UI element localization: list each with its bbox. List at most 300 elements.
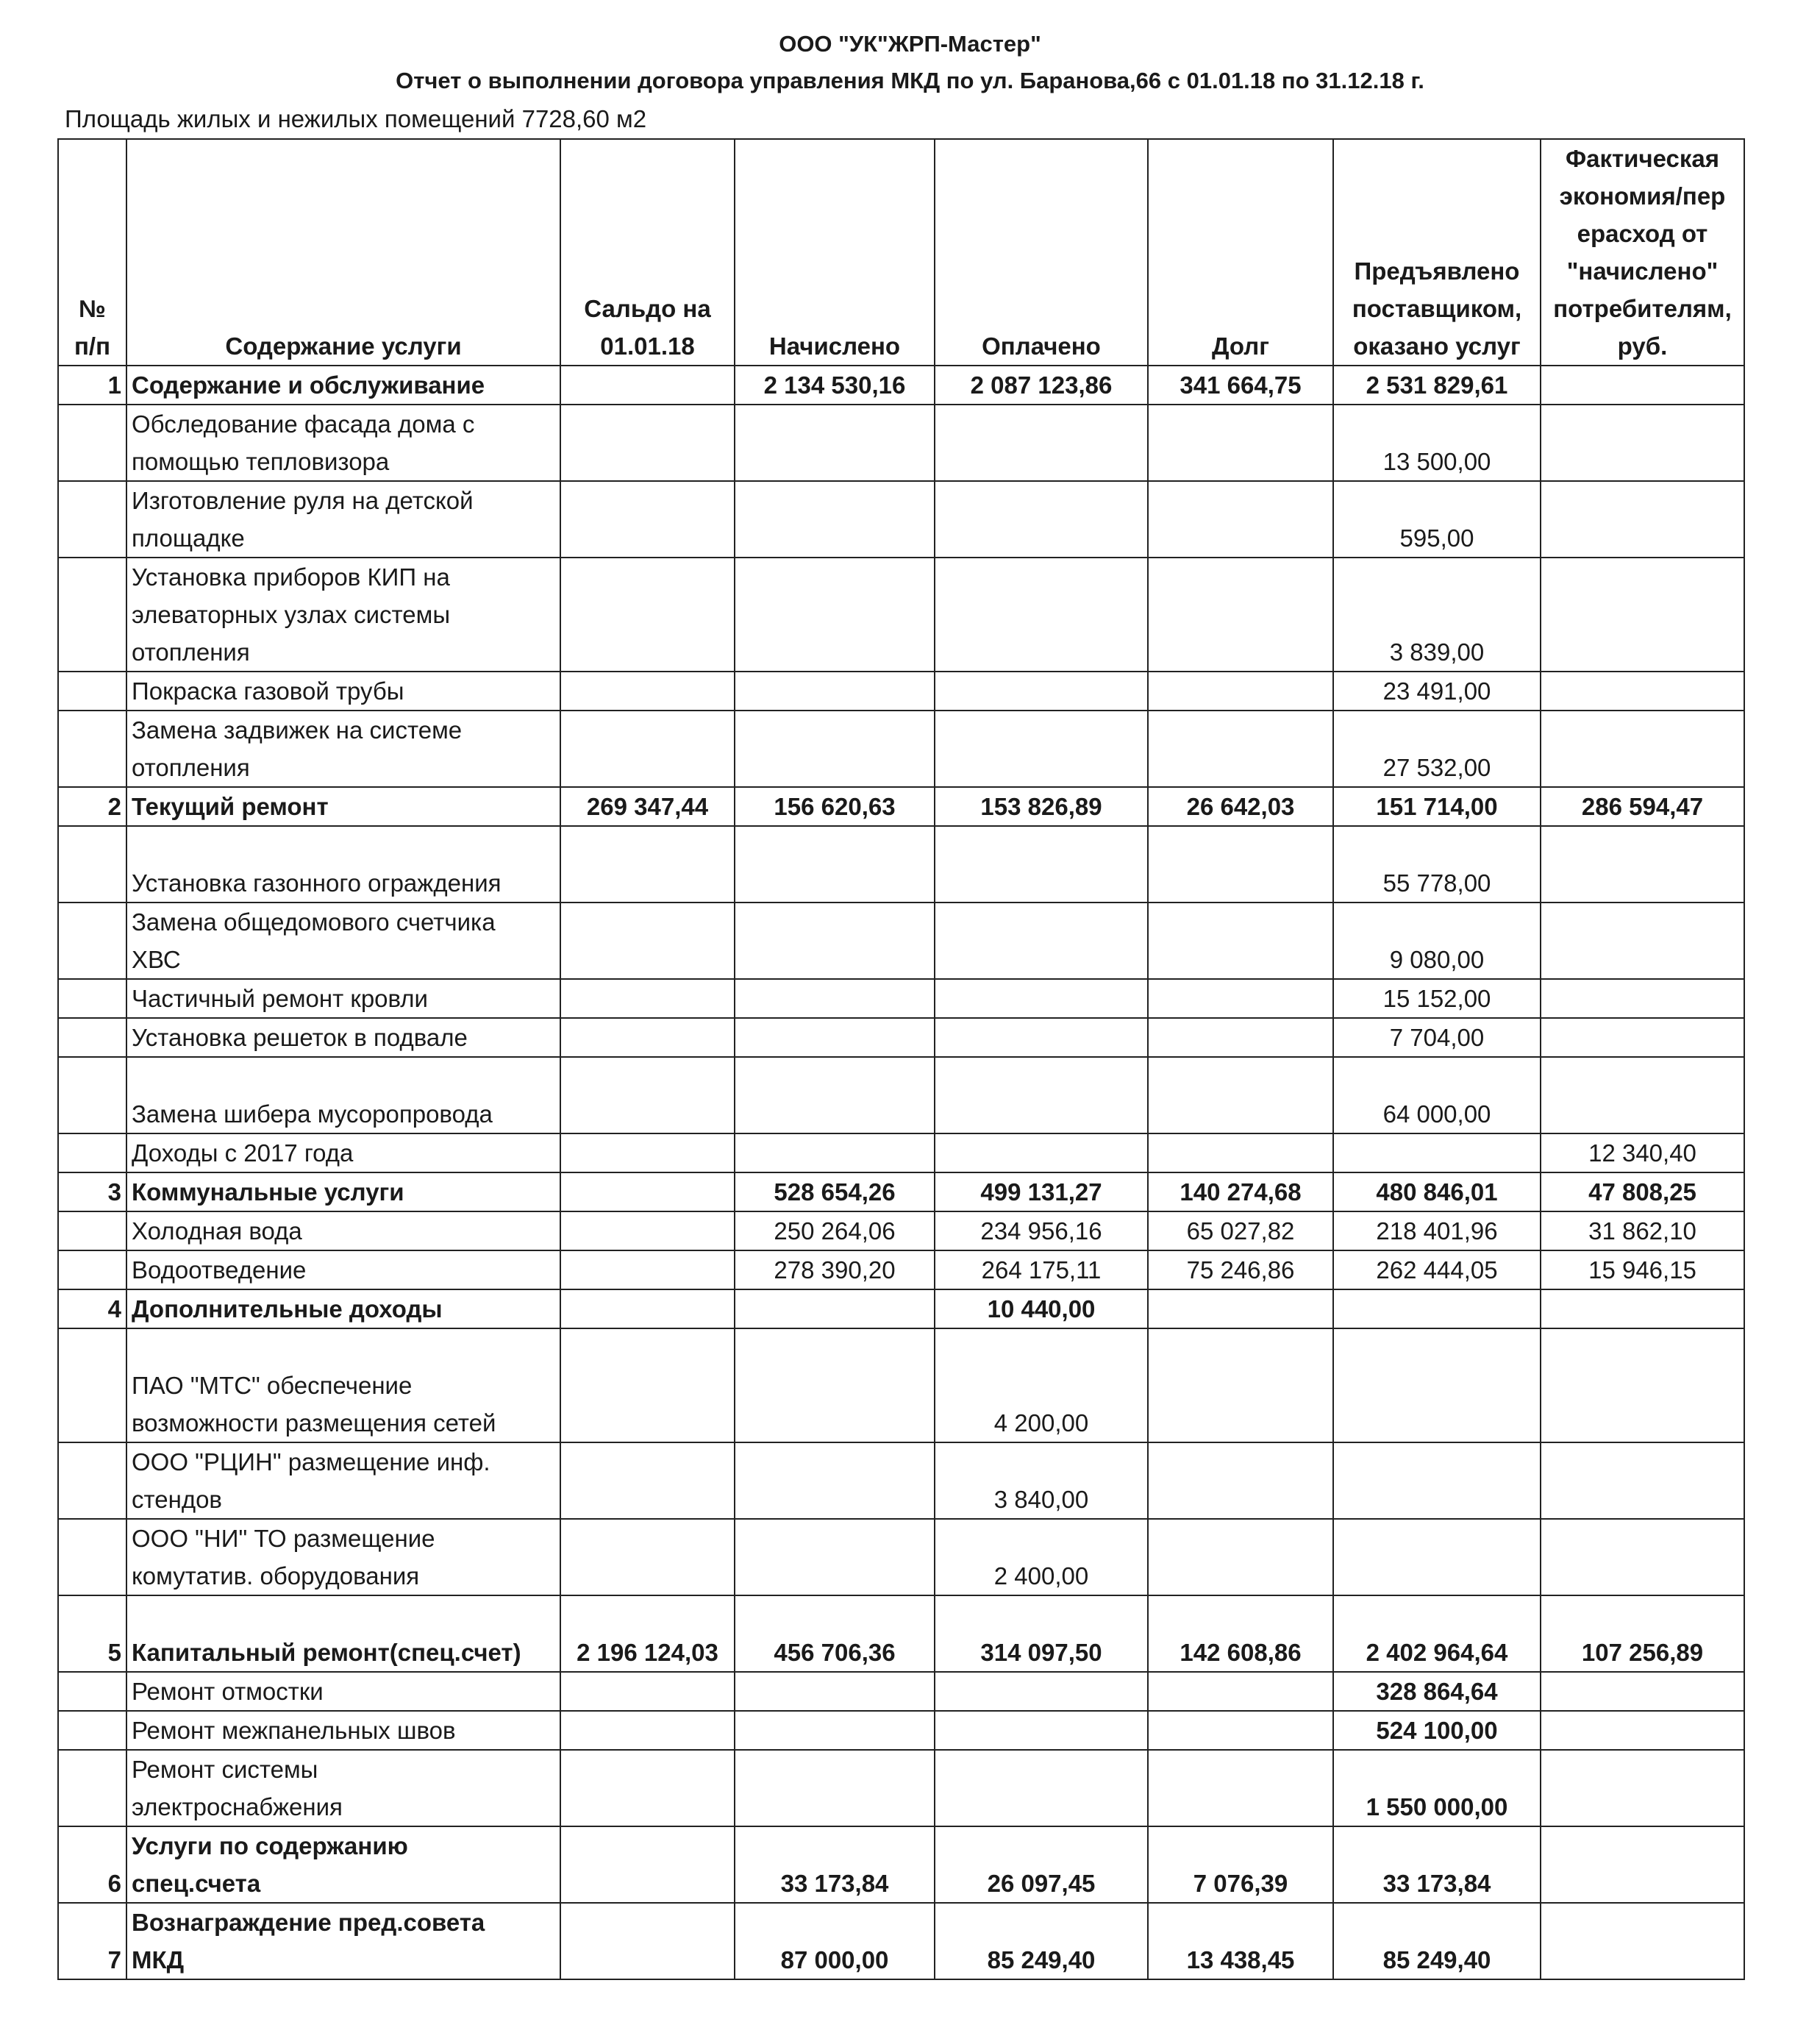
cell-no (58, 1711, 126, 1750)
cell-econ (1541, 1519, 1744, 1595)
cell-econ: 15 946,15 (1541, 1250, 1744, 1289)
cell-supplier: 524 100,00 (1333, 1711, 1541, 1750)
cell-debt: 140 274,68 (1148, 1172, 1333, 1211)
cell-econ (1541, 979, 1744, 1018)
cell-paid: 10 440,00 (935, 1289, 1148, 1328)
cell-charged: 528 654,26 (735, 1172, 935, 1211)
cell-debt (1148, 1750, 1333, 1826)
table-row (58, 1826, 1744, 1903)
header-number-line: № (79, 295, 106, 322)
service-line: Замена общедомового счетчика (132, 908, 496, 936)
cell-debt (1148, 1289, 1333, 1328)
cell-saldo (560, 1519, 735, 1595)
service-line: ХВС (132, 946, 181, 973)
cell-service (126, 1133, 560, 1172)
cell-supplier: 218 401,96 (1333, 1211, 1541, 1250)
cell-saldo (560, 558, 735, 672)
cell-paid: 2 400,00 (935, 1519, 1148, 1595)
service-line: площадке (132, 524, 245, 552)
cell-service (126, 1250, 560, 1289)
cell-paid: 3 840,00 (935, 1442, 1148, 1519)
service-line: возможности размещения сетей (132, 1409, 496, 1437)
cell-saldo (560, 1442, 735, 1519)
cell-service (126, 903, 560, 979)
cell-supplier: 151 714,00 (1333, 787, 1541, 826)
cell-no (58, 1519, 126, 1595)
cell-supplier: 2 402 964,64 (1333, 1595, 1541, 1672)
cell-service (126, 1903, 560, 1979)
header-saldo (560, 139, 735, 366)
cell-econ: 107 256,89 (1541, 1595, 1744, 1672)
header-supplier-line: поставщиком, (1352, 295, 1522, 322)
cell-econ (1541, 1018, 1744, 1057)
cell-charged (735, 1672, 935, 1711)
cell-econ (1541, 1672, 1744, 1711)
header-economy-line: руб. (1617, 332, 1668, 360)
cell-charged (735, 1711, 935, 1750)
cell-paid: 234 956,16 (935, 1211, 1148, 1250)
table-row (58, 903, 1744, 979)
cell-no (58, 558, 126, 672)
cell-debt (1148, 1133, 1333, 1172)
cell-service (126, 405, 560, 481)
service-line: комутатив. оборудования (132, 1562, 420, 1590)
cell-paid: 314 097,50 (935, 1595, 1148, 1672)
cell-saldo (560, 1672, 735, 1711)
service-line: Ремонт межпанельных швов (132, 1717, 456, 1744)
table-row (58, 711, 1744, 787)
cell-econ: 31 862,10 (1541, 1211, 1744, 1250)
cell-saldo (560, 672, 735, 711)
cell-no (58, 1018, 126, 1057)
cell-no (58, 1250, 126, 1289)
cell-econ (1541, 366, 1744, 405)
service-line: Содержание и обслуживание (132, 371, 485, 399)
cell-econ (1541, 1057, 1744, 1133)
cell-debt (1148, 1711, 1333, 1750)
header-economy (1541, 139, 1744, 366)
cell-service (126, 366, 560, 405)
cell-debt (1148, 558, 1333, 672)
cell-paid (935, 979, 1148, 1018)
service-line: Установка газонного ограждения (132, 869, 502, 897)
cell-charged (735, 672, 935, 711)
cell-saldo (560, 979, 735, 1018)
cell-paid (935, 1018, 1148, 1057)
cell-debt: 65 027,82 (1148, 1211, 1333, 1250)
cell-econ (1541, 672, 1744, 711)
cell-paid (935, 903, 1148, 979)
cell-no (58, 672, 126, 711)
table-header-row (58, 139, 1744, 366)
table-row (58, 1711, 1744, 1750)
cell-saldo (560, 711, 735, 787)
cell-paid: 4 200,00 (935, 1328, 1148, 1442)
cell-no (58, 1133, 126, 1172)
service-line: Вознаграждение пред.совета (132, 1909, 485, 1936)
cell-no (58, 903, 126, 979)
cell-service (126, 1595, 560, 1672)
area-info: Площадь жилых и нежилых помещений 7728,60 м2 (65, 105, 647, 132)
cell-charged (735, 711, 935, 787)
header-charged (735, 139, 935, 366)
cell-charged (735, 1750, 935, 1826)
cell-paid (935, 672, 1148, 711)
table-row (58, 1133, 1744, 1172)
service-line: Услуги по содержанию (132, 1832, 408, 1859)
cell-no: 4 (58, 1289, 126, 1328)
cell-debt (1148, 672, 1333, 711)
cell-service (126, 1672, 560, 1711)
cell-saldo (560, 366, 735, 405)
service-line: Капитальный ремонт(спец.счет) (132, 1639, 521, 1666)
service-line: стендов (132, 1486, 222, 1513)
cell-service (126, 979, 560, 1018)
cell-supplier: 33 173,84 (1333, 1826, 1541, 1903)
header-economy-line: Фактическая (1565, 145, 1720, 172)
cell-debt (1148, 1672, 1333, 1711)
header-number (58, 139, 126, 366)
cell-service (126, 1711, 560, 1750)
cell-saldo (560, 405, 735, 481)
cell-supplier: 262 444,05 (1333, 1250, 1541, 1289)
cell-econ (1541, 903, 1744, 979)
header-supplier-line: оказано услуг (1353, 332, 1521, 360)
cell-no (58, 1211, 126, 1250)
cell-charged (735, 826, 935, 903)
table-row (58, 1595, 1744, 1672)
cell-paid (935, 481, 1148, 558)
cell-no: 1 (58, 366, 126, 405)
cell-supplier: 15 152,00 (1333, 979, 1541, 1018)
header-economy-line: ерасход от (1577, 220, 1708, 247)
header-paid (935, 139, 1148, 366)
cell-supplier: 64 000,00 (1333, 1057, 1541, 1133)
table-row (58, 1328, 1744, 1442)
table-row (58, 1172, 1744, 1211)
cell-no (58, 1328, 126, 1442)
service-line: Частичный ремонт кровли (132, 985, 428, 1012)
service-line: Установка приборов КИП на (132, 563, 450, 591)
cell-no (58, 1750, 126, 1826)
service-line (132, 1596, 555, 1634)
table-row (58, 481, 1744, 558)
cell-supplier: 7 704,00 (1333, 1018, 1541, 1057)
header-saldo-line: Сальдо на (584, 295, 711, 322)
cell-paid: 153 826,89 (935, 787, 1148, 826)
service-line: отопления (132, 754, 250, 781)
cell-paid (935, 826, 1148, 903)
table-row (58, 1519, 1744, 1595)
service-line: Доходы с 2017 года (132, 1139, 354, 1167)
cell-saldo (560, 1057, 735, 1133)
cell-debt: 13 438,45 (1148, 1903, 1333, 1979)
cell-saldo (560, 1826, 735, 1903)
cell-debt (1148, 1519, 1333, 1595)
cell-debt (1148, 979, 1333, 1018)
cell-supplier: 480 846,01 (1333, 1172, 1541, 1211)
service-line: Установка решеток в подвале (132, 1024, 468, 1051)
cell-debt (1148, 1442, 1333, 1519)
cell-service (126, 1172, 560, 1211)
cell-paid (935, 1672, 1148, 1711)
cell-no (58, 405, 126, 481)
cell-saldo: 2 196 124,03 (560, 1595, 735, 1672)
cell-saldo (560, 1711, 735, 1750)
cell-service (126, 1750, 560, 1826)
header-service-line: Содержание услуги (225, 332, 462, 360)
cell-charged (735, 979, 935, 1018)
service-line: Замена шибера мусоропровода (132, 1100, 493, 1128)
cell-no (58, 1057, 126, 1133)
table-row (58, 366, 1744, 405)
cell-supplier: 1 550 000,00 (1333, 1750, 1541, 1826)
cell-service (126, 1211, 560, 1250)
table-row (58, 1250, 1744, 1289)
service-line: помощью тепловизора (132, 448, 390, 475)
cell-no: 6 (58, 1826, 126, 1903)
cell-charged: 456 706,36 (735, 1595, 935, 1672)
cell-no (58, 1672, 126, 1711)
table-row (58, 1672, 1744, 1711)
cell-charged (735, 558, 935, 672)
cell-saldo (560, 1750, 735, 1826)
cell-debt (1148, 711, 1333, 787)
cell-supplier: 55 778,00 (1333, 826, 1541, 903)
service-line: Дополнительные доходы (132, 1295, 443, 1323)
header-saldo-line: 01.01.18 (600, 332, 695, 360)
service-line: отопления (132, 638, 250, 666)
cell-debt (1148, 826, 1333, 903)
cell-debt (1148, 481, 1333, 558)
header-economy-line: "начислено" (1566, 257, 1719, 285)
service-line: Изготовление руля на детской (132, 487, 474, 514)
cell-debt (1148, 903, 1333, 979)
cell-econ: 47 808,25 (1541, 1172, 1744, 1211)
cell-supplier: 328 864,64 (1333, 1672, 1541, 1711)
cell-econ (1541, 1750, 1744, 1826)
cell-supplier: 85 249,40 (1333, 1903, 1541, 1979)
table-row (58, 558, 1744, 672)
cell-service (126, 481, 560, 558)
cell-debt: 75 246,86 (1148, 1250, 1333, 1289)
table-row (58, 1289, 1744, 1328)
service-line: Холодная вода (132, 1217, 302, 1245)
service-line: Обследование фасада дома с (132, 410, 475, 438)
cell-charged (735, 405, 935, 481)
cell-debt (1148, 1018, 1333, 1057)
cell-paid (935, 558, 1148, 672)
cell-debt (1148, 405, 1333, 481)
cell-service (126, 1057, 560, 1133)
cell-saldo (560, 1211, 735, 1250)
cell-saldo (560, 1328, 735, 1442)
cell-charged (735, 1018, 935, 1057)
cell-service (126, 711, 560, 787)
cell-charged (735, 481, 935, 558)
service-line (132, 1058, 555, 1095)
cell-charged: 278 390,20 (735, 1250, 935, 1289)
header-supplier-line: Предъявлено (1354, 257, 1520, 285)
cell-debt: 26 642,03 (1148, 787, 1333, 826)
service-line: МКД (132, 1946, 185, 1973)
cell-debt (1148, 1328, 1333, 1442)
cell-service (126, 1826, 560, 1903)
service-line: Ремонт системы (132, 1756, 318, 1783)
cell-no (58, 979, 126, 1018)
table-row (58, 405, 1744, 481)
cell-charged: 156 620,63 (735, 787, 935, 826)
cell-saldo (560, 826, 735, 903)
cell-saldo (560, 1289, 735, 1328)
cell-supplier (1333, 1519, 1541, 1595)
cell-supplier (1333, 1133, 1541, 1172)
cell-paid: 499 131,27 (935, 1172, 1148, 1211)
table-row (58, 1057, 1744, 1133)
cell-paid: 264 175,11 (935, 1250, 1148, 1289)
service-line: спец.счета (132, 1870, 261, 1897)
cell-debt: 7 076,39 (1148, 1826, 1333, 1903)
cell-no (58, 711, 126, 787)
cell-paid: 85 249,40 (935, 1903, 1148, 1979)
header-charged-line: Начислено (768, 332, 901, 360)
cell-paid (935, 1750, 1148, 1826)
cell-no: 2 (58, 787, 126, 826)
cell-charged (735, 1133, 935, 1172)
cell-econ (1541, 405, 1744, 481)
cell-charged (735, 1519, 935, 1595)
service-line (132, 1329, 555, 1367)
cell-saldo (560, 1250, 735, 1289)
cell-service (126, 558, 560, 672)
service-line: Ремонт отмостки (132, 1678, 324, 1705)
service-line: электроснабжения (132, 1793, 343, 1820)
cell-no (58, 1442, 126, 1519)
cell-charged (735, 1057, 935, 1133)
header-debt (1148, 139, 1333, 366)
cell-econ (1541, 481, 1744, 558)
table-body (58, 366, 1744, 1979)
cell-econ (1541, 711, 1744, 787)
cell-paid: 2 087 123,86 (935, 366, 1148, 405)
cell-paid (935, 711, 1148, 787)
cell-supplier: 2 531 829,61 (1333, 366, 1541, 405)
cell-service (126, 826, 560, 903)
cell-supplier: 13 500,00 (1333, 405, 1541, 481)
cell-paid (935, 1133, 1148, 1172)
cell-supplier: 9 080,00 (1333, 903, 1541, 979)
cell-econ (1541, 826, 1744, 903)
cell-econ (1541, 1826, 1744, 1903)
cell-paid (935, 1711, 1148, 1750)
cell-econ (1541, 1711, 1744, 1750)
cell-saldo (560, 1018, 735, 1057)
cell-charged (735, 1328, 935, 1442)
cell-supplier: 3 839,00 (1333, 558, 1541, 672)
cell-debt: 142 608,86 (1148, 1595, 1333, 1672)
cell-supplier (1333, 1442, 1541, 1519)
cell-service (126, 1018, 560, 1057)
header-debt-line: Долг (1212, 332, 1269, 360)
cell-charged: 2 134 530,16 (735, 366, 935, 405)
cell-service (126, 672, 560, 711)
cell-service (126, 1442, 560, 1519)
table-row (58, 826, 1744, 903)
cell-saldo (560, 1903, 735, 1979)
report-table (57, 138, 1745, 1980)
table-row (58, 1903, 1744, 1979)
cell-saldo (560, 1133, 735, 1172)
service-line: ПАО "МТС" обеспечение (132, 1372, 413, 1399)
cell-service (126, 1328, 560, 1442)
cell-saldo (560, 481, 735, 558)
cell-econ (1541, 1903, 1744, 1979)
service-line: Текущий ремонт (132, 793, 329, 820)
service-line: Покраска газовой трубы (132, 677, 404, 705)
cell-paid (935, 405, 1148, 481)
cell-debt: 341 664,75 (1148, 366, 1333, 405)
table-row (58, 1211, 1744, 1250)
cell-charged (735, 903, 935, 979)
cell-charged: 87 000,00 (735, 1903, 935, 1979)
table-row (58, 787, 1744, 826)
service-line (132, 827, 555, 864)
table-row (58, 1442, 1744, 1519)
header-supplier (1333, 139, 1541, 366)
cell-econ (1541, 1442, 1744, 1519)
cell-no: 5 (58, 1595, 126, 1672)
cell-econ (1541, 1328, 1744, 1442)
cell-service (126, 1519, 560, 1595)
cell-no: 3 (58, 1172, 126, 1211)
cell-saldo (560, 903, 735, 979)
cell-saldo: 269 347,44 (560, 787, 735, 826)
cell-no (58, 826, 126, 903)
header-service (126, 139, 560, 366)
header-economy-line: экономия/пер (1559, 182, 1726, 210)
cell-supplier: 27 532,00 (1333, 711, 1541, 787)
service-line: Водоотведение (132, 1256, 307, 1284)
service-line: ООО "НИ" ТО размещение (132, 1525, 435, 1552)
cell-supplier (1333, 1289, 1541, 1328)
cell-no (58, 481, 126, 558)
cell-econ (1541, 1289, 1744, 1328)
company-name: ООО "УК"ЖРП-Мастер" (779, 31, 1041, 57)
cell-econ: 286 594,47 (1541, 787, 1744, 826)
cell-charged (735, 1289, 935, 1328)
cell-econ (1541, 558, 1744, 672)
cell-charged (735, 1442, 935, 1519)
service-line: Замена задвижек на системе (132, 716, 463, 744)
table-row (58, 1018, 1744, 1057)
cell-paid (935, 1057, 1148, 1133)
service-line: ООО "РЦИН" размещение инф. (132, 1448, 490, 1475)
service-line: Коммунальные услуги (132, 1178, 404, 1206)
header-economy-line: потребителям, (1553, 295, 1732, 322)
header-number-line: п/п (74, 332, 111, 360)
cell-paid: 26 097,45 (935, 1826, 1148, 1903)
table-row (58, 979, 1744, 1018)
header-paid-line: Оплачено (982, 332, 1101, 360)
cell-supplier: 595,00 (1333, 481, 1541, 558)
cell-supplier: 23 491,00 (1333, 672, 1541, 711)
cell-service (126, 1289, 560, 1328)
table-row (58, 1750, 1744, 1826)
cell-service (126, 787, 560, 826)
report-title: Отчет о выполнении договора управления МКД по ул. Баранова,66 с 01.01.18 по 31.12.18 г. (396, 68, 1424, 93)
cell-debt (1148, 1057, 1333, 1133)
cell-saldo (560, 1172, 735, 1211)
